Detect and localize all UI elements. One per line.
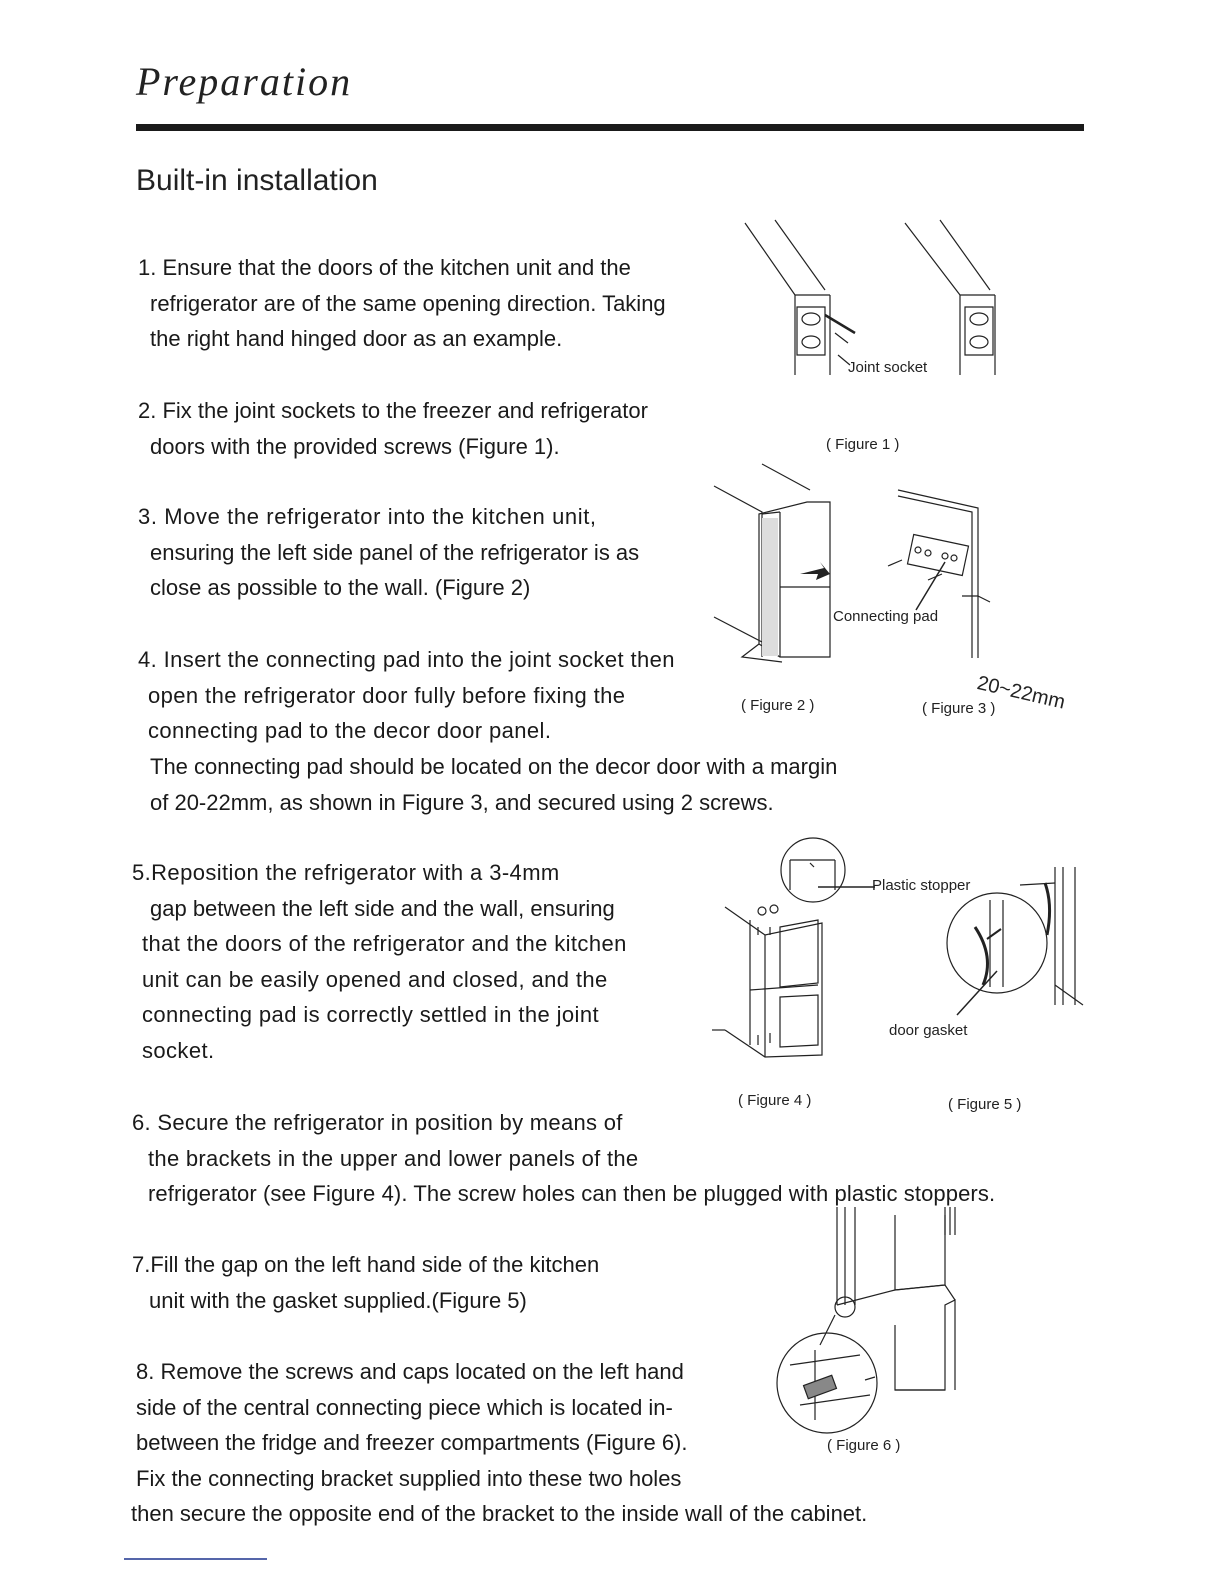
- step-6-line-3: refrigerator (see Figure 4). The screw holes can then be plugged with plastic stoppers.: [148, 1181, 996, 1206]
- step-1-line-1: 1. Ensure that the doors of the kitchen unit and the: [138, 255, 631, 280]
- step-7-line-2: unit with the gasket supplied.(Figure 5): [149, 1287, 527, 1313]
- page-title: Preparation: [136, 59, 353, 104]
- figure-5-label: door gasket: [889, 1022, 968, 1039]
- step-2-line-2: doors with the provided screws (Figure 1).: [150, 433, 560, 459]
- step-8-line-5: then secure the opposite end of the bracket to the inside wall of the cabinet.: [131, 1501, 868, 1526]
- figure-5-caption: ( Figure 5 ): [948, 1096, 1022, 1113]
- figure-6-illustration: [775, 1205, 975, 1440]
- figure-3-illustration: [880, 488, 1080, 698]
- step-2-line-1: 2. Fix the joint sockets to the freezer and refrigerator: [138, 398, 648, 423]
- figure-2-label: Connecting pad: [833, 608, 939, 625]
- title-rule: [136, 124, 1084, 131]
- step-8-line-4: Fix the connecting bracket supplied into these two holes: [136, 1465, 682, 1491]
- step-6: [132, 1105, 995, 1212]
- step-7-line-1: 7.Fill the gap on the left hand side of the kitchen: [132, 1252, 600, 1277]
- step-3: [138, 499, 639, 606]
- step-8-line-3: between the fridge and freezer compartments (Figure 6).: [136, 1430, 688, 1455]
- step-4: [138, 642, 675, 749]
- step-5-line-6: socket.: [142, 1037, 215, 1063]
- figure-2-caption: ( Figure 2 ): [741, 697, 815, 714]
- step-4-note-line-1: The connecting pad should be located on the decor door with a margin: [150, 754, 838, 779]
- step-5-line-2: gap between the left side and the wall, ensuring: [150, 895, 615, 921]
- section-heading: Built-in installation: [136, 164, 378, 197]
- step-4-line-2: open the refrigerator door fully before fixing the: [148, 682, 626, 708]
- step-1-line-3: the right hand hinged door as an example.: [150, 326, 563, 351]
- step-5-line-1: 5.Reposition the refrigerator with a 3-4mm: [132, 860, 560, 885]
- figure-5-illustration: [935, 865, 1085, 1025]
- step-1: [138, 250, 666, 357]
- figure-4-caption: ( Figure 4 ): [738, 1092, 812, 1109]
- step-8-line-2: side of the central connecting piece which is located in-: [136, 1394, 673, 1420]
- footer-rule: [124, 1558, 267, 1560]
- figure-3-caption: ( Figure 3 ): [922, 700, 996, 717]
- step-4-line-1: 4. Insert the connecting pad into the joint socket then: [138, 647, 675, 672]
- step-4-line-3: connecting pad to the decor door panel.: [148, 718, 552, 743]
- figure-1-label: Joint socket: [848, 359, 928, 376]
- step-6-line-2: the brackets in the upper and lower panels of the: [148, 1145, 639, 1171]
- step-5-line-5: connecting pad is correctly settled in the joint: [142, 1002, 599, 1027]
- figure-3-dimension: 20~22mm: [975, 672, 1068, 714]
- step-6-line-1: 6. Secure the refrigerator in position by means of: [132, 1110, 623, 1135]
- figure-1-illustration: [740, 215, 1030, 380]
- step-5-line-3: that the doors of the refrigerator and the kitchen: [142, 931, 627, 956]
- figure-1-caption: ( Figure 1 ): [826, 436, 900, 453]
- step-8: [131, 1354, 868, 1532]
- figure-6-caption: ( Figure 6 ): [827, 1437, 901, 1454]
- figure-2-illustration: [712, 462, 842, 667]
- step-3-line-1: 3. Move the refrigerator into the kitchen unit,: [138, 504, 597, 529]
- step-5: [132, 855, 627, 1068]
- figure-4-illustration: [710, 835, 875, 1065]
- figure-4-label: Plastic stopper: [872, 877, 971, 894]
- step-4-note-line-2: of 20-22mm, as shown in Figure 3, and secured using 2 screws.: [150, 789, 774, 815]
- step-4-note: [150, 749, 837, 820]
- step-3-line-3: close as possible to the wall. (Figure 2): [150, 575, 531, 600]
- step-8-line-1: 8. Remove the screws and caps located on the left hand: [136, 1359, 684, 1384]
- step-7: [132, 1247, 599, 1318]
- step-5-line-4: unit can be easily opened and closed, and the: [142, 966, 608, 992]
- step-3-line-2: ensuring the left side panel of the refrigerator is as: [150, 539, 640, 565]
- step-2: [138, 393, 648, 464]
- step-1-line-2: refrigerator are of the same opening direction. Taking: [150, 290, 666, 316]
